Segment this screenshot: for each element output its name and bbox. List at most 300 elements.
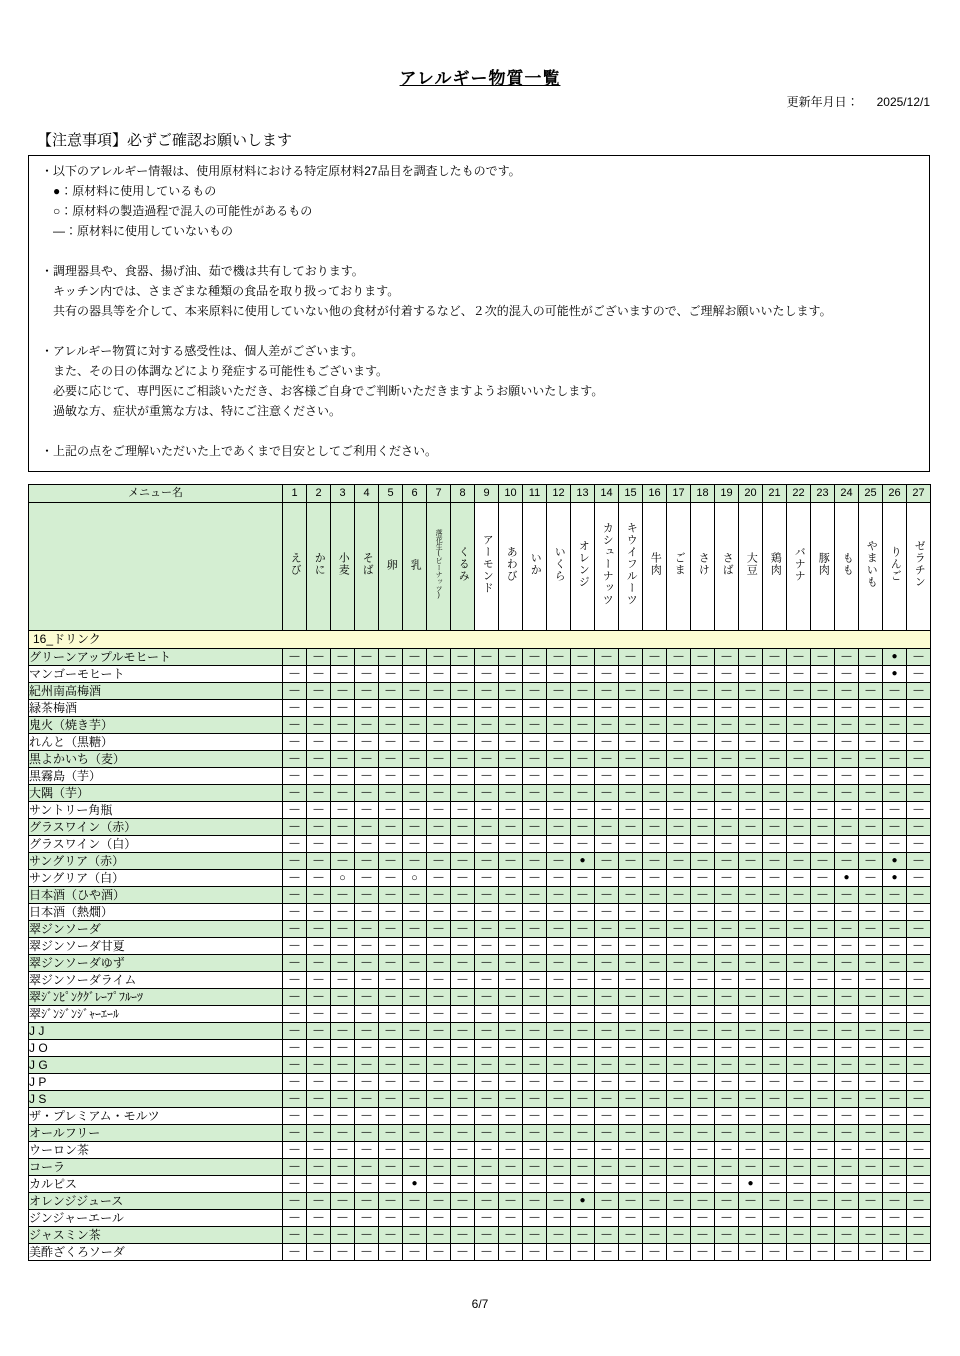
allergen-mark-cell: ― [499,751,523,768]
allergen-mark-cell: ― [451,904,475,921]
allergen-mark-cell: ― [859,649,883,666]
menu-row [29,683,931,700]
allergen-mark-cell: ― [667,819,691,836]
allergen-mark-cell: ― [619,989,643,1006]
allergen-mark-cell: ― [499,1244,523,1261]
menu-name-cell: コーラ [29,1159,283,1176]
menu-name-cell: グラスワイン（白） [29,836,283,853]
allergen-mark-cell: ― [427,666,451,683]
allergen-mark-cell: ― [667,1091,691,1108]
allergen-mark-cell: ― [667,955,691,972]
allergen-mark-cell: ― [667,802,691,819]
allergen-mark-cell: ― [523,802,547,819]
allergen-mark-cell: ― [283,955,307,972]
allergen-mark-cell: ― [859,887,883,904]
allergen-mark-cell: ― [787,955,811,972]
allergen-mark-cell: ― [763,683,787,700]
allergen-mark-cell: ― [379,887,403,904]
allergen-mark-cell: ― [859,1244,883,1261]
allergen-mark-cell: ― [427,785,451,802]
allergen-mark-cell: ― [883,1244,907,1261]
allergen-mark-cell: ― [835,1142,859,1159]
allergen-mark-cell: ― [787,972,811,989]
menu-row [29,972,931,989]
allergen-mark-cell: ― [475,802,499,819]
allergen-mark-cell: ― [763,717,787,734]
allergen-mark-cell: ― [859,1142,883,1159]
allergen-mark-cell: ― [595,1091,619,1108]
allergen-mark-cell: ― [691,955,715,972]
allergen-mark-cell: ― [379,802,403,819]
allergen-mark-cell: ― [811,768,835,785]
allergen-mark-cell: ― [715,955,739,972]
allergen-mark-cell: ― [667,853,691,870]
allergen-mark-cell: ― [907,1193,931,1210]
allergen-mark-cell: ― [619,1108,643,1125]
allergen-mark-cell: ― [451,1057,475,1074]
allergen-name-vertical: さば [721,552,734,576]
allergen-mark-cell: ― [595,802,619,819]
allergen-mark-cell: ― [907,1074,931,1091]
allergen-mark-cell: ― [859,802,883,819]
allergen-mark-cell: ― [715,972,739,989]
allergen-mark-cell: ― [619,853,643,870]
allergen-col-name [763,503,787,631]
allergen-mark-cell: ― [907,700,931,717]
allergen-name-vertical: 大豆 [745,552,758,576]
allergen-mark-cell: ― [739,785,763,802]
menu-name-cell: オールフリー [29,1125,283,1142]
allergen-name-vertical: 落花生(ピーナッツ) [435,529,443,599]
allergen-mark-cell: ― [691,1108,715,1125]
allergen-mark-cell: ― [691,853,715,870]
allergen-mark-cell: ― [403,1125,427,1142]
allergen-mark-cell: ― [715,666,739,683]
menu-row [29,1159,931,1176]
menu-row [29,938,931,955]
allergen-mark-cell: ― [691,938,715,955]
allergen-mark-cell: ― [787,1023,811,1040]
allergen-col-name [643,503,667,631]
allergen-name-vertical: 卵 [385,558,398,571]
allergen-mark-cell: ― [283,700,307,717]
allergen-mark-cell: ― [403,649,427,666]
allergen-mark-cell: ― [787,785,811,802]
allergen-mark-cell: ― [643,700,667,717]
allergen-mark-cell: ― [451,955,475,972]
allergen-mark-cell: ― [307,1057,331,1074]
allergen-mark-cell: ― [427,887,451,904]
allergen-mark-cell: ― [403,1227,427,1244]
allergen-mark-cell: ― [451,836,475,853]
allergen-mark-cell: ― [811,870,835,887]
allergen-mark-cell: ― [475,989,499,1006]
allergen-mark-cell: ― [307,649,331,666]
allergen-mark-cell: ― [403,1040,427,1057]
allergen-mark-cell: ― [331,1244,355,1261]
allergen-col-name [547,503,571,631]
menu-name-cell: カルピス [29,1176,283,1193]
allergen-mark-cell: ― [499,1074,523,1091]
allergen-mark-cell: ― [859,1125,883,1142]
allergen-mark-cell: ― [739,1074,763,1091]
allergen-mark-cell: ● [571,1193,595,1210]
allergen-mark-cell: ― [667,700,691,717]
allergen-mark-cell: ― [547,1074,571,1091]
allergen-mark-cell: ― [379,1091,403,1108]
allergen-mark-cell: ― [499,1040,523,1057]
allergen-mark-cell: ― [643,802,667,819]
allergen-mark-cell: ― [643,836,667,853]
menu-row [29,921,931,938]
allergen-col-number: 13 [571,485,595,503]
allergen-mark-cell: ― [355,802,379,819]
allergen-mark-cell: ― [547,870,571,887]
allergen-mark-cell: ― [355,1091,379,1108]
allergen-mark-cell: ― [667,1023,691,1040]
allergen-mark-cell: ― [307,785,331,802]
allergen-mark-cell: ― [595,1244,619,1261]
allergen-mark-cell: ― [403,1023,427,1040]
allergen-mark-cell: ― [787,768,811,785]
allergen-mark-cell: ― [739,1244,763,1261]
allergen-mark-cell: ― [523,853,547,870]
allergen-mark-cell: ― [883,1074,907,1091]
allergen-mark-cell: ― [571,700,595,717]
allergen-mark-cell: ― [739,700,763,717]
allergen-mark-cell: ― [475,700,499,717]
allergen-mark-cell: ― [475,1040,499,1057]
allergen-mark-cell: ― [355,649,379,666]
allergen-mark-cell: ― [427,1125,451,1142]
allergen-mark-cell: ― [811,1006,835,1023]
allergen-mark-cell: ― [883,921,907,938]
allergen-mark-cell: ― [523,734,547,751]
allergen-mark-cell: ― [403,700,427,717]
allergen-mark-cell: ― [571,1006,595,1023]
allergen-mark-cell: ― [643,938,667,955]
allergen-mark-cell: ― [643,1210,667,1227]
allergen-mark-cell: ― [355,734,379,751]
allergen-mark-cell: ― [475,1006,499,1023]
allergen-mark-cell: ― [691,1074,715,1091]
menu-row [29,904,931,921]
menu-name-cell: サングリア（白） [29,870,283,887]
allergen-mark-cell: ― [811,751,835,768]
allergen-mark-cell: ― [691,1057,715,1074]
allergen-mark-cell: ― [787,1227,811,1244]
notes-line: キッチン内では、さまざまな種類の食品を取り扱っております。 [41,284,400,298]
allergen-mark-cell: ― [403,666,427,683]
allergen-mark-cell: ― [691,1193,715,1210]
allergen-mark-cell: ― [451,921,475,938]
allergen-mark-cell: ― [907,1108,931,1125]
allergen-mark-cell: ― [883,989,907,1006]
allergen-mark-cell: ― [355,768,379,785]
allergen-mark-cell: ― [571,683,595,700]
menu-row [29,666,931,683]
allergen-mark-cell: ― [835,921,859,938]
allergen-mark-cell: ― [499,768,523,785]
allergen-mark-cell: ― [475,921,499,938]
allergen-mark-cell: ― [451,853,475,870]
menu-row [29,1074,931,1091]
allergen-mark-cell: ― [283,734,307,751]
allergen-mark-cell: ― [451,1159,475,1176]
allergen-mark-cell: ― [619,1227,643,1244]
allergen-mark-cell: ― [283,1057,307,1074]
allergen-col-number: 6 [403,485,427,503]
allergen-mark-cell: ― [643,921,667,938]
allergen-mark-cell: ― [883,1091,907,1108]
allergen-mark-cell: ― [835,666,859,683]
allergen-mark-cell: ― [739,1057,763,1074]
allergen-col-name [787,503,811,631]
allergen-mark-cell: ― [907,734,931,751]
allergen-mark-cell: ― [379,768,403,785]
allergen-mark-cell: ― [331,1142,355,1159]
allergen-mark-cell: ― [427,734,451,751]
allergen-mark-cell: ― [691,870,715,887]
allergen-col-name [403,503,427,631]
allergen-mark-cell: ― [547,1125,571,1142]
allergen-mark-cell: ― [283,802,307,819]
allergen-mark-cell: ― [715,1023,739,1040]
allergen-name-vertical: あわび [505,546,518,582]
allergen-mark-cell: ― [379,1006,403,1023]
menu-row [29,1210,931,1227]
allergen-mark-cell: ― [547,853,571,870]
allergen-mark-cell: ― [523,666,547,683]
allergen-mark-cell: ― [787,904,811,921]
allergen-mark-cell: ― [835,802,859,819]
allergen-mark-cell: ― [691,1125,715,1142]
allergen-mark-cell: ― [403,955,427,972]
allergen-mark-cell: ― [619,1006,643,1023]
allergen-mark-cell: ― [811,1210,835,1227]
allergen-mark-cell: ― [571,1057,595,1074]
allergen-mark-cell: ― [331,921,355,938]
allergen-mark-cell: ― [307,1108,331,1125]
allergen-mark-cell: ― [763,649,787,666]
allergen-mark-cell: ― [475,1125,499,1142]
section-row-drink [29,631,931,649]
allergen-mark-cell: ― [355,1159,379,1176]
allergen-mark-cell: ― [859,700,883,717]
allergen-mark-cell: ― [619,1159,643,1176]
allergen-mark-cell: ― [787,666,811,683]
allergen-mark-cell: ― [499,1006,523,1023]
allergen-name-vertical: いか [529,552,542,576]
allergen-mark-cell: ― [811,785,835,802]
allergen-mark-cell: ― [883,1057,907,1074]
allergen-mark-cell: ― [835,1057,859,1074]
allergen-mark-cell: ― [835,955,859,972]
allergen-col-number: 25 [859,485,883,503]
allergen-col-number: 3 [331,485,355,503]
allergen-mark-cell: ― [499,802,523,819]
allergen-mark-cell: ― [715,649,739,666]
allergen-mark-cell: ― [619,836,643,853]
allergen-mark-cell: ― [619,649,643,666]
allergen-mark-cell: ― [643,1159,667,1176]
allergen-mark-cell: ― [355,785,379,802]
allergen-mark-cell: ― [379,717,403,734]
allergen-mark-cell: ― [355,1227,379,1244]
allergen-mark-cell: ― [475,853,499,870]
allergen-mark-cell: ― [667,1125,691,1142]
allergen-mark-cell: ― [571,785,595,802]
allergen-col-name [715,503,739,631]
allergen-name-vertical: アーモンド [481,534,494,594]
allergen-mark-cell: ― [907,1159,931,1176]
allergen-col-number: 14 [595,485,619,503]
allergen-mark-cell: ― [523,1108,547,1125]
allergen-col-number: 23 [811,485,835,503]
menu-row [29,989,931,1006]
allergen-mark-cell: ― [571,836,595,853]
allergen-mark-cell: ― [787,1006,811,1023]
allergen-mark-cell: ― [643,853,667,870]
allergen-mark-cell: ― [907,751,931,768]
allergen-mark-cell: ― [427,853,451,870]
allergen-mark-cell: ― [499,887,523,904]
allergen-mark-cell: ― [763,989,787,1006]
allergen-mark-cell: ― [619,1040,643,1057]
allergen-mark-cell: ― [763,768,787,785]
allergen-mark-cell: ― [379,751,403,768]
allergen-mark-cell: ― [835,1159,859,1176]
allergen-mark-cell: ― [619,683,643,700]
allergen-col-number: 17 [667,485,691,503]
allergen-mark-cell: ― [571,819,595,836]
allergen-mark-cell: ― [331,955,355,972]
allergen-mark-cell: ― [667,1159,691,1176]
allergen-mark-cell: ― [331,1074,355,1091]
allergen-mark-cell: ― [355,1244,379,1261]
allergen-mark-cell: ― [451,1142,475,1159]
allergen-mark-cell: ― [691,734,715,751]
allergen-mark-cell: ― [667,717,691,734]
allergen-mark-cell: ― [835,768,859,785]
allergen-mark-cell: ― [739,904,763,921]
allergen-mark-cell: ― [811,683,835,700]
allergen-mark-cell: ― [355,717,379,734]
allergen-mark-cell: ● [883,870,907,887]
allergen-mark-cell: ― [355,1108,379,1125]
allergen-mark-cell: ― [307,1006,331,1023]
allergen-mark-cell: ― [379,1040,403,1057]
allergen-mark-cell: ― [355,700,379,717]
allergen-mark-cell: ― [739,1193,763,1210]
allergen-mark-cell: ― [739,972,763,989]
allergen-mark-cell: ― [643,649,667,666]
allergen-mark-cell: ― [691,1006,715,1023]
allergen-mark-cell: ― [691,1023,715,1040]
allergen-mark-cell: ― [547,989,571,1006]
allergen-mark-cell: ― [715,887,739,904]
allergen-mark-cell: ― [307,751,331,768]
allergen-mark-cell: ― [787,1125,811,1142]
allergen-mark-cell: ― [643,1193,667,1210]
allergen-mark-cell: ― [739,938,763,955]
allergen-mark-cell: ― [547,836,571,853]
allergen-mark-cell: ― [331,989,355,1006]
allergen-mark-cell: ― [403,921,427,938]
allergen-col-name [667,503,691,631]
allergen-mark-cell: ― [595,1159,619,1176]
allergen-mark-cell: ― [523,649,547,666]
allergen-mark-cell: ― [451,1006,475,1023]
allergen-mark-cell: ― [643,1023,667,1040]
allergen-mark-cell: ― [715,1108,739,1125]
allergen-mark-cell: ― [379,1210,403,1227]
allergen-mark-cell: ― [379,1074,403,1091]
notes-paragraph [41,261,917,321]
allergen-col-number: 15 [619,485,643,503]
allergen-mark-cell: ― [571,768,595,785]
allergen-name-vertical: えび [289,552,302,576]
allergen-mark-cell: ― [595,836,619,853]
allergen-mark-cell: ― [763,666,787,683]
allergen-mark-cell: ― [787,734,811,751]
allergen-col-number: 5 [379,485,403,503]
allergen-mark-cell: ― [691,1091,715,1108]
allergen-mark-cell: ― [403,836,427,853]
allergen-mark-cell: ― [547,802,571,819]
allergen-mark-cell: ― [667,904,691,921]
allergen-mark-cell: ― [619,938,643,955]
allergen-mark-cell: ― [787,853,811,870]
allergen-mark-cell: ― [379,649,403,666]
allergen-mark-cell: ― [499,972,523,989]
allergen-mark-cell: ― [763,819,787,836]
updated-date-label: 更新年月日： [786,95,859,109]
allergen-mark-cell: ― [787,1057,811,1074]
allergen-mark-cell: ― [763,1142,787,1159]
allergen-mark-cell: ― [715,836,739,853]
menu-row [29,1244,931,1261]
menu-row [29,1108,931,1125]
allergen-mark-cell: ― [283,717,307,734]
allergen-mark-cell: ― [547,1023,571,1040]
allergen-mark-cell: ― [811,1023,835,1040]
allergen-mark-cell: ― [499,853,523,870]
allergen-mark-cell: ― [643,1006,667,1023]
allergen-mark-cell: ― [691,887,715,904]
allergen-mark-cell: ― [547,1108,571,1125]
allergen-mark-cell: ― [427,1057,451,1074]
allergen-mark-cell: ― [835,700,859,717]
allergen-mark-cell: ― [859,1006,883,1023]
allergen-mark-cell: ― [859,734,883,751]
allergen-mark-cell: ― [547,1176,571,1193]
allergen-mark-cell: ― [427,1193,451,1210]
menu-name-cell: 日本酒（ひや酒） [29,887,283,904]
menu-name-cell: ジャスミン茶 [29,1227,283,1244]
allergen-mark-cell: ― [715,751,739,768]
menu-name-cell: J O [29,1040,283,1057]
allergen-mark-cell: ― [619,1210,643,1227]
allergen-mark-cell: ― [667,1108,691,1125]
allergen-mark-cell: ― [859,972,883,989]
allergen-mark-cell: ― [595,1040,619,1057]
allergen-mark-cell: ― [403,768,427,785]
allergen-mark-cell: ― [307,989,331,1006]
allergen-name-vertical: ゼラチン [913,540,926,588]
allergen-mark-cell: ― [643,717,667,734]
allergen-mark-cell: ― [451,870,475,887]
